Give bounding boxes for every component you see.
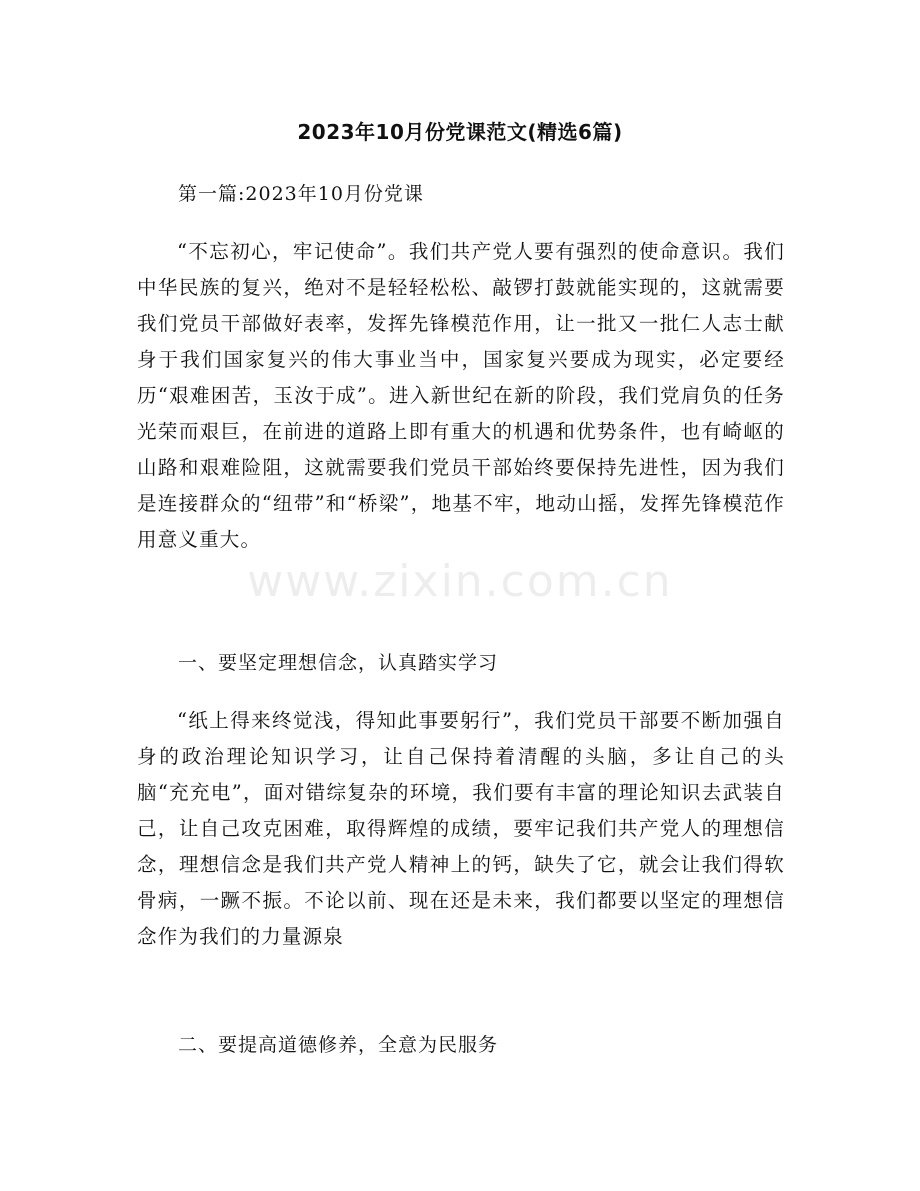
document-title: 2023年10月份党课范文(精选6篇): [297, 120, 623, 144]
watermark: www.zixin.com.cn: [247, 556, 673, 607]
section-paragraph-1: “不忘初心，牢记使命”。我们共产党人要有强烈的使命意识。我们中华民族的复兴，绝对不是轻轻松松、敲锣打鼓就能实现的，这就需要我们党员干部做好表率，发挥先锋模范作用，让一批又一批仁人志士献身于我们国家复兴的伟大事业当中，国家复兴要成为现实，必定要经历“艰难困苦，玉汝于成”。进入新世纪在新的阶段，我们党肩负的任务光荣而艰巨，在前进的道路上即有重大的机遇和优势条件，也有崎岖的山路和艰难险阻，这就需要我们党员干部始终要保持先进性，因为我们是连接群众的“纽带”和“桥梁”，地基不牢，地动山摇，发挥先锋模范作用意义重大。: [137, 240, 785, 551]
section-heading-1: 第一篇:2023年10月份党课: [178, 183, 424, 205]
section-heading-2: 一、要坚定理想信念，认真踏实学习: [178, 652, 499, 674]
section-paragraph-2: “纸上得来终觉浅，得知此事要躬行”，我们党员干部要不断加强自身的政治理论知识学习，让自己保持着清醒的头脑，多让自己的头脑“充充电”，面对错综复杂的环境，我们要有丰富的理论知识去武装自己，让自己攻克困难，取得辉煌的成绩，要牢记我们共产党人的理想信念，理想信念是我们共产党人精神上的钙，缺失了它，就会让我们得软骨病，一蹶不振。不论以前、现在还是未来，我们都要以坚定的理想信念作为我们的力量源泉: [137, 709, 785, 948]
section-heading-3: 二、要提高道德修养，全意为民服务: [178, 1034, 499, 1056]
